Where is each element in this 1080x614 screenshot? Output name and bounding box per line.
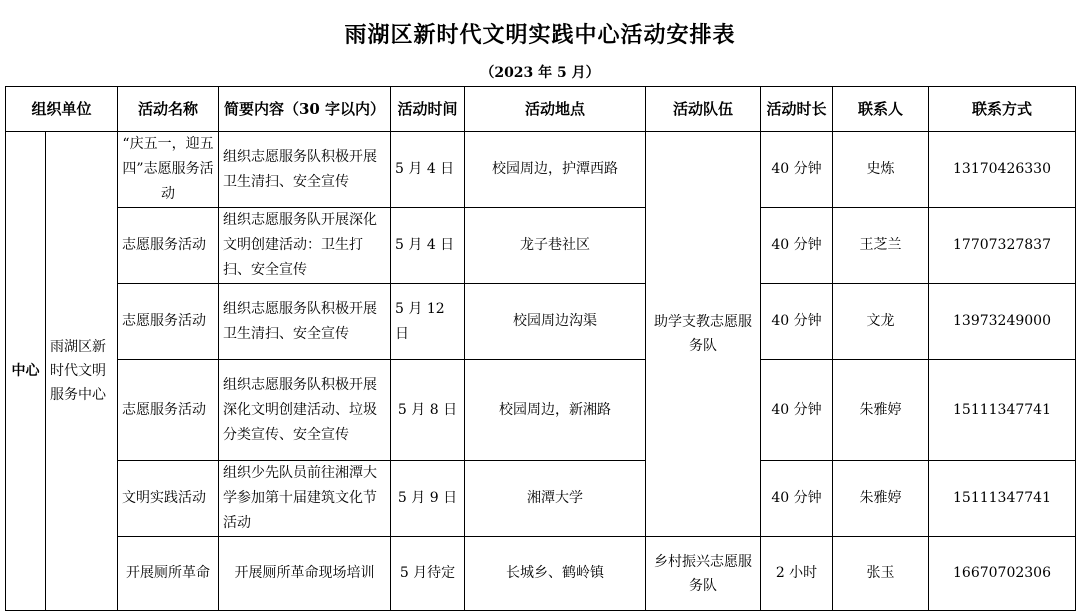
header-cell: 活动名称 xyxy=(118,87,219,132)
activity-name-cell: “庆五一，迎五四”志愿服务活动 xyxy=(118,132,219,208)
contact-person-cell: 史炼 xyxy=(833,132,929,208)
org-unit-cell: 雨湖区新时代文明服务中心 xyxy=(46,132,118,611)
contact-phone-cell: 17707327837 xyxy=(929,208,1076,284)
activity-name-cell: 志愿服务活动 xyxy=(118,360,219,461)
activity-content-cell: 组织少先队员前往湘潭大学参加第十届建筑文化节活动 xyxy=(219,461,391,537)
table-row xyxy=(6,461,1076,537)
activity-time-cell: 5 月 9 日 xyxy=(391,461,465,537)
activity-time-cell: 5 月 4 日 xyxy=(391,132,465,208)
activity-content-cell: 组织志愿服务队积极开展卫生清扫、安全宣传 xyxy=(219,132,391,208)
header-cell: 简要内容（30 字以内） xyxy=(219,87,391,132)
table-header-row xyxy=(6,87,1076,132)
activity-team-cell: 乡村振兴志愿服务队 xyxy=(646,537,761,611)
table-row xyxy=(6,360,1076,461)
activity-time-cell: 5 月 12 日 xyxy=(391,284,465,360)
activity-duration-cell: 2 小时 xyxy=(761,537,833,611)
header-cell: 活动时长 xyxy=(761,87,833,132)
header-cell: 联系人 xyxy=(833,87,929,132)
activity-duration-cell: 40 分钟 xyxy=(761,461,833,537)
contact-person-cell: 王芝兰 xyxy=(833,208,929,284)
activity-content-cell: 组织志愿服务队积极开展卫生清扫、安全宣传 xyxy=(219,284,391,360)
activity-duration-cell: 40 分钟 xyxy=(761,360,833,461)
activity-place-cell: 长城乡、鹤岭镇 xyxy=(465,537,646,611)
activity-schedule-table xyxy=(5,86,1076,611)
document-title: 雨湖区新时代文明实践中心活动安排表 xyxy=(344,22,736,48)
activity-duration-cell: 40 分钟 xyxy=(761,284,833,360)
activity-place-cell: 校园周边，新湘路 xyxy=(465,360,646,461)
header-cell: 活动队伍 xyxy=(646,87,761,132)
table-row xyxy=(6,284,1076,360)
contact-person-cell: 朱雅婷 xyxy=(833,461,929,537)
activity-name-cell: 开展厕所革命 xyxy=(118,537,219,611)
activity-place-cell: 龙子巷社区 xyxy=(465,208,646,284)
activity-time-cell: 5 月待定 xyxy=(391,537,465,611)
document-subtitle: （2023 年 5 月） xyxy=(480,65,600,81)
org-level-cell: 中心 xyxy=(6,132,46,611)
contact-person-cell: 朱雅婷 xyxy=(833,360,929,461)
activity-name-cell: 志愿服务活动 xyxy=(118,208,219,284)
activity-content-cell: 组织志愿服务队开展深化文明创建活动：卫生打扫、安全宣传 xyxy=(219,208,391,284)
contact-person-cell: 文龙 xyxy=(833,284,929,360)
header-cell: 组织单位 xyxy=(6,87,118,132)
contact-phone-cell: 16670702306 xyxy=(929,537,1076,611)
activity-team-cell: 助学支教志愿服务队 xyxy=(646,132,761,537)
activity-content-cell: 组织志愿服务队积极开展深化文明创建活动、垃圾分类宣传、安全宣传 xyxy=(219,360,391,461)
activity-duration-cell: 40 分钟 xyxy=(761,208,833,284)
table-row xyxy=(6,208,1076,284)
table-row xyxy=(6,132,1076,208)
contact-phone-cell: 13973249000 xyxy=(929,284,1076,360)
header-cell: 活动地点 xyxy=(465,87,646,132)
contact-person-cell: 张玉 xyxy=(833,537,929,611)
activity-place-cell: 校园周边，护潭西路 xyxy=(465,132,646,208)
activity-duration-cell: 40 分钟 xyxy=(761,132,833,208)
table-row xyxy=(6,537,1076,611)
activity-place-cell: 湘潭大学 xyxy=(465,461,646,537)
contact-phone-cell: 15111347741 xyxy=(929,461,1076,537)
activity-time-cell: 5 月 8 日 xyxy=(391,360,465,461)
activity-place-cell: 校园周边沟渠 xyxy=(465,284,646,360)
activity-content-cell: 开展厕所革命现场培训 xyxy=(219,537,391,611)
contact-phone-cell: 13170426330 xyxy=(929,132,1076,208)
header-cell: 联系方式 xyxy=(929,87,1076,132)
header-cell: 活动时间 xyxy=(391,87,465,132)
activity-name-cell: 志愿服务活动 xyxy=(118,284,219,360)
activity-time-cell: 5 月 4 日 xyxy=(391,208,465,284)
contact-phone-cell: 15111347741 xyxy=(929,360,1076,461)
activity-name-cell: 文明实践活动 xyxy=(118,461,219,537)
